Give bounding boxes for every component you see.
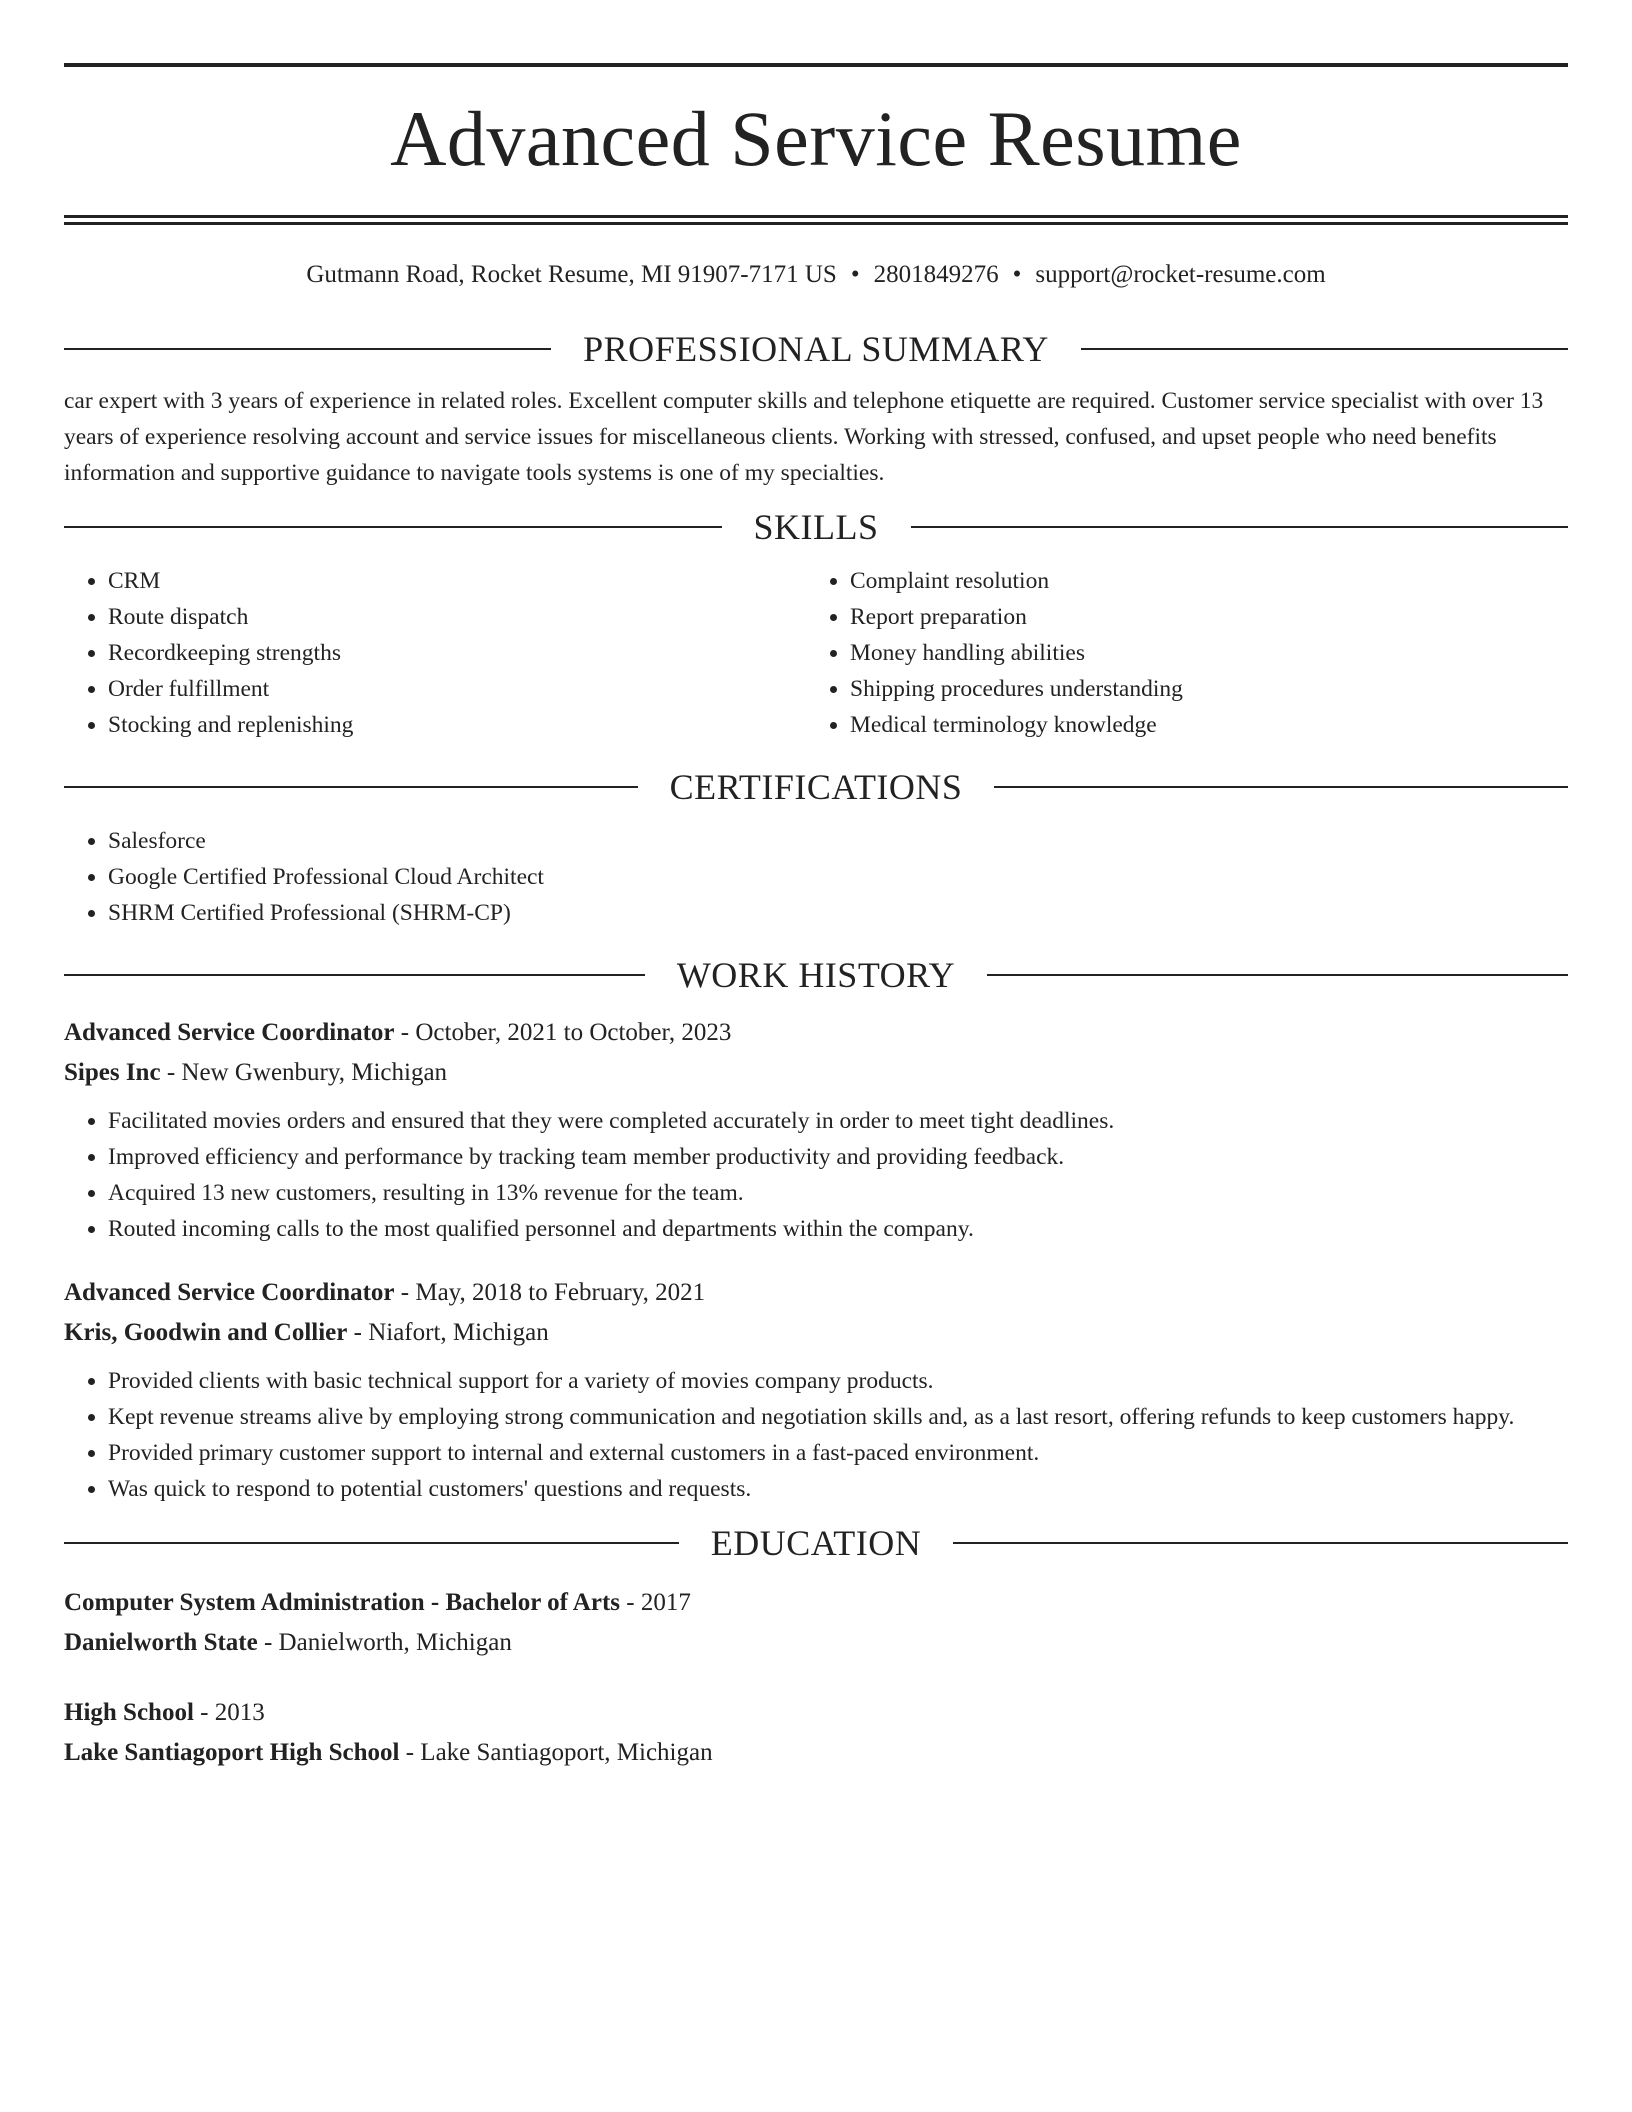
resume-title: Advanced Service Resume [390,95,1242,182]
job-title: Advanced Service Coordinator [64,1019,395,1046]
education-degree: Computer System Administration - Bachelor of Arts [64,1589,620,1616]
education-school: Danielworth State [64,1629,258,1656]
heading-rule-left [64,1542,679,1544]
section-title: EDUCATION [710,1523,922,1563]
list-item: • Provided primary customer support to internal and external customers in a fast-paced environment. [108,1435,1568,1471]
list-item: • Complaint resolution [850,563,1548,599]
job-title-line [64,1013,1568,1053]
job-title: Advanced Service Coordinator [64,1279,395,1306]
job-company-line [64,1053,1568,1093]
resume-page [64,0,1568,1773]
heading-rule-right [1081,348,1568,350]
list-item: • Improved efficiency and performance by tracking team member productivity and providing feedback. [108,1139,1568,1175]
list-item: • Was quick to respond to potential customers' questions and requests. [108,1471,1568,1507]
heading-rule-left [64,974,645,976]
list-item: • Kept revenue streams alive by employing strong communication and negotiation skills and, as a last resort, offering refunds to keep customers happy. [108,1399,1568,1435]
section-title: CERTIFICATIONS [669,767,963,807]
heading-rule-left [64,348,551,350]
list-item: • Report preparation [850,599,1548,635]
contact-separator: • [1012,261,1022,288]
heading-rule-right [953,1542,1568,1544]
list-item: • Provided clients with basic technical support for a variety of movies company products. [108,1363,1568,1399]
job-bullets [64,1363,1568,1507]
job-company: Sipes Inc [64,1059,161,1086]
education-year: - 2013 [193,1699,265,1726]
job-location: - New Gwenbury, Michigan [160,1059,448,1086]
job-company-line [64,1313,1568,1353]
job-entry [64,1013,1568,1247]
education-location: - Lake Santiagoport, Michigan [399,1739,713,1766]
education-entry [64,1693,1568,1773]
job-entry [64,1273,1568,1507]
list-item: • Route dispatch [108,599,806,635]
job-company: Kris, Goodwin and Collier [64,1319,348,1346]
top-rule [64,63,1568,67]
heading-rule-left [64,786,638,788]
skills-column-left [64,563,806,743]
heading-rule-right [911,526,1569,528]
list-item: • Shipping procedures understanding [850,671,1548,707]
section-title: PROFESSIONAL SUMMARY [583,329,1049,369]
heading-rule-right [994,786,1568,788]
title-double-rule [64,215,1568,225]
education-degree-line [64,1583,1568,1623]
section-heading-summary [64,327,1568,371]
summary-text: car expert with 3 years of experience in related roles. Excellent computer skills and telephone etiquette are required. Customer service specialist with over 13 years of experience resolving account and service issues for miscellaneous clients. Working with stressed, confused, and upset people who need benefits information and supportive guidance to navigate tools systems is one of my specialties. [64,388,1544,486]
list-item: • Salesforce [108,823,1568,859]
contact-line [64,259,1568,291]
list-item: • CRM [108,563,806,599]
skills-column-right [806,563,1548,743]
education-location: - Danielworth, Michigan [257,1629,512,1656]
list-item: • Medical terminology knowledge [850,707,1548,743]
contact-email: support@rocket-resume.com [1035,261,1326,288]
education-entry [64,1583,1568,1663]
list-item: • Google Certified Professional Cloud Architect [108,859,1568,895]
list-item: • SHRM Certified Professional (SHRM-CP) [108,895,1568,931]
section-title: SKILLS [753,507,879,547]
education-school-line [64,1733,1568,1773]
contact-address: Gutmann Road, Rocket Resume, MI 91907-7171 US [306,261,837,288]
job-location: - Niafort, Michigan [347,1319,549,1346]
heading-rule-right [987,974,1568,976]
section-heading-work-history [64,953,1568,997]
education-degree-line [64,1693,1568,1733]
section-title: WORK HISTORY [676,955,956,995]
job-title-line [64,1273,1568,1313]
education-degree: High School [64,1699,194,1726]
list-item: • Stocking and replenishing [108,707,806,743]
list-item: • Money handling abilities [850,635,1548,671]
list-item: • Routed incoming calls to the most qualified personnel and departments within the company. [108,1211,1568,1247]
list-item: • Facilitated movies orders and ensured that they were completed accurately in order to meet tight deadlines. [108,1103,1568,1139]
list-item: • Recordkeeping strengths [108,635,806,671]
contact-phone: 2801849276 [873,261,999,288]
list-item: • Acquired 13 new customers, resulting in 13% revenue for the team. [108,1175,1568,1211]
list-item: • Order fulfillment [108,671,806,707]
education-year: - 2017 [620,1589,691,1616]
heading-rule-left [64,526,722,528]
education-school: Lake Santiagoport High School [64,1739,400,1766]
certifications-list [64,823,1568,931]
section-heading-certifications [64,765,1568,809]
skills-list [64,563,1568,743]
job-dates: - October, 2021 to October, 2023 [394,1019,732,1046]
section-heading-education [64,1521,1568,1565]
contact-separator: • [850,261,860,288]
job-bullets [64,1103,1568,1247]
job-dates: - May, 2018 to February, 2021 [394,1279,706,1306]
education-school-line [64,1623,1568,1663]
section-heading-skills [64,505,1568,549]
